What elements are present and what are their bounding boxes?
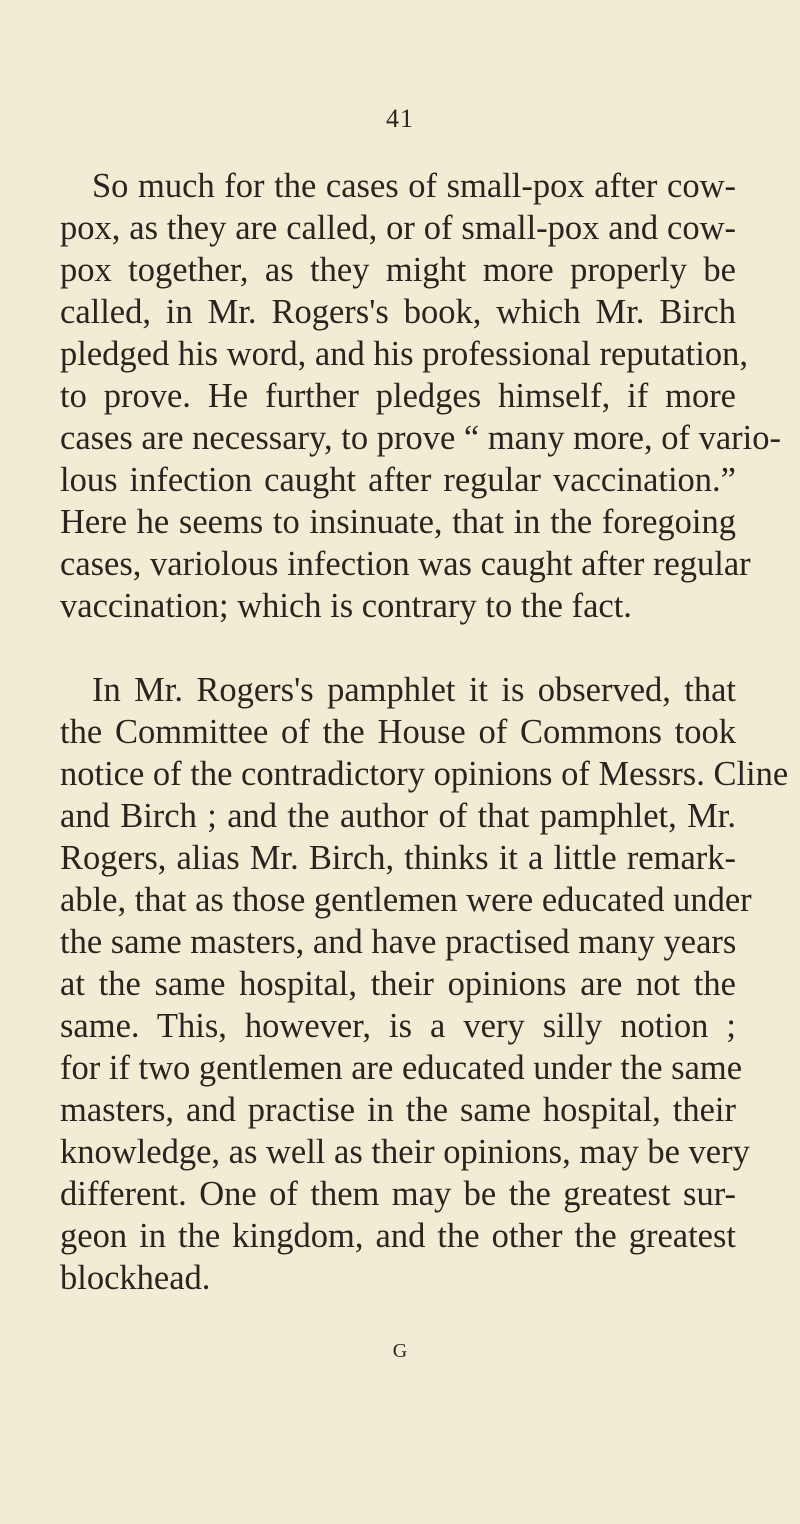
text-line: the same masters, and have practised many years: [60, 923, 737, 961]
text-line: blockhead.: [60, 1259, 211, 1297]
page-number: 41: [386, 104, 414, 133]
text-line: pox, as they are called, or of small-pox and cow-: [60, 209, 736, 247]
text-line: So much for the cases of small-pox after cow-: [92, 167, 736, 205]
text-line: same. This, however, is a very silly notion ;: [60, 1007, 736, 1045]
text-line: called, in Mr. Rogers's book, which Mr. Birch: [60, 293, 736, 331]
text-line: able, that as those gentlemen were educated under: [60, 881, 752, 919]
text-line: Rogers, alias Mr. Birch, thinks it a little remark-: [60, 839, 736, 877]
text-line: pledged his word, and his professional reputation,: [60, 335, 748, 373]
text-line: Here he seems to insinuate, that in the foregoing: [60, 503, 736, 541]
text-line: pox together, as they might more properly be: [60, 251, 736, 289]
text-line: and Birch ; and the author of that pamphlet, Mr.: [60, 797, 736, 835]
text-line: notice of the contradictory opinions of Messrs. Cline: [60, 755, 789, 793]
text-line: vaccination; which is contrary to the fact.: [60, 587, 632, 625]
signature-mark: G: [392, 1340, 408, 1362]
text-line: lous infection caught after regular vaccination.”: [60, 461, 736, 499]
text-line: masters, and practise in the same hospital, their: [60, 1091, 736, 1129]
text-line: geon in the kingdom, and the other the greatest: [60, 1217, 736, 1255]
text-line: different. One of them may be the greatest sur-: [60, 1175, 736, 1213]
text-line: for if two gentlemen are educated under the same: [60, 1049, 743, 1087]
text-line: to prove. He further pledges himself, if more: [60, 377, 736, 415]
text-line: cases, variolous infection was caught after regular: [60, 545, 751, 583]
text-line: In Mr. Rogers's pamphlet it is observed, that: [92, 671, 736, 709]
text-line: the Committee of the House of Commons took: [60, 713, 736, 751]
text-line: cases are necessary, to prove “ many more, of vario-: [60, 419, 781, 457]
text-line: knowledge, as well as their opinions, may be very: [60, 1133, 750, 1171]
text-line: at the same hospital, their opinions are not the: [60, 965, 736, 1003]
